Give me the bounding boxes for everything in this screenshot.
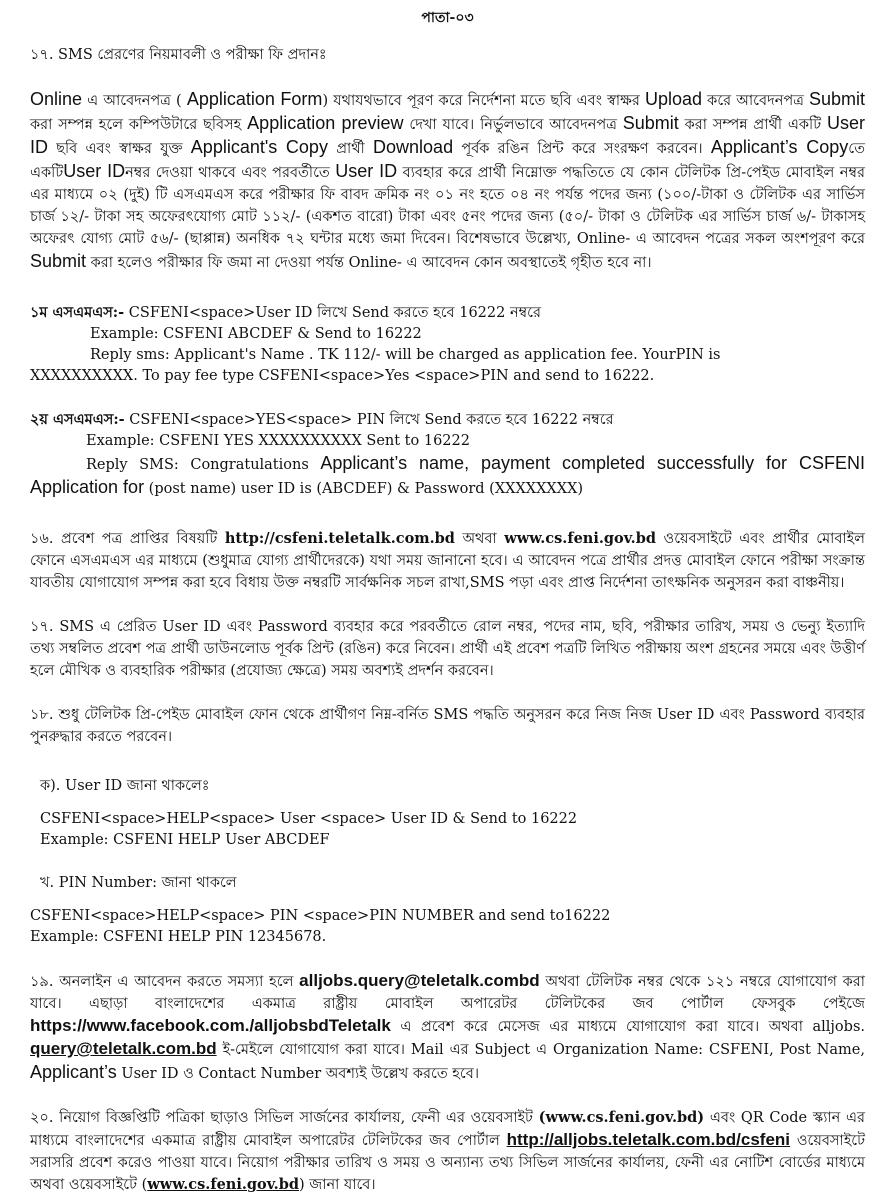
section-18-paragraph: ১৮. শুধু টেলিটক প্রি-পেইড মোবাইল ফোন থেকে প্রার্থীগণ নিম্ন-বর্নিত SMS পদ্ধতি অনুসরন করে নিজ নিজ User ID এবং Password ব্যবহার পুনরুদ্ধার করতে পরবেন।	[30, 707, 865, 745]
page-number: পাতা-০৩	[421, 10, 474, 26]
ka-heading: ক). User ID জানা থাকলেঃ	[40, 778, 210, 794]
sms1-example: Example: CSFENI ABCDEF & Send to 16222	[90, 326, 422, 342]
ka-line2: Example: CSFENI HELP User ABCDEF	[40, 832, 330, 848]
link-alljobs-csfeni[interactable]: http://alljobs.teletalk.com.bd/csfeni	[506, 1130, 791, 1149]
sms1-reply-line2: XXXXXXXXXX. To pay fee type CSFENI<space>Yes <space>PIN and send to 16222.	[30, 368, 655, 384]
kha-line1: CSFENI<space>HELP<space> PIN <space>PIN NUMBER and send to16222	[30, 908, 611, 924]
link-cs-feni-gov-3[interactable]: www.cs.feni.gov.bd	[147, 1176, 300, 1193]
link-csfeni-teletalk[interactable]: http://csfeni.teletalk.com.bd	[224, 530, 455, 547]
sms1-reply-line1: Reply sms: Applicant's Name . TK 112/- will be charged as application fee. YourPIN is	[90, 347, 721, 363]
sms2-reply: Reply SMS: Congratulations Applicant’s name, payment completed successfully for CSFENI Application for (post name) user ID is (ABCDEF) & Password (XXXXXXXX)	[30, 453, 865, 497]
sms2-example: Example: CSFENI YES XXXXXXXXXX Sent to 16222	[86, 433, 470, 449]
email-query-teletalk[interactable]: query@teletalk.com.bd	[30, 1039, 217, 1058]
link-facebook-page[interactable]: https://www.facebook.com./alljobsbdTeletalk	[30, 1016, 391, 1035]
sms2-instruction: ২য় এসএমএস:- CSFENI<space>YES<space> PIN লিখে Send করতে হবে 16222 নম্বরে	[30, 411, 614, 428]
kha-heading: খ. PIN Number: জানা থাকলে	[40, 875, 237, 891]
email-alljobs-query[interactable]: alljobs.query@teletalk.combd	[299, 971, 540, 990]
sms1-instruction: ১ম এসএমএস:- CSFENI<space>User ID লিখে Send করতে হবে 16222 নম্বরে	[30, 304, 541, 321]
section-16-paragraph: ১৬. প্রবেশ পত্র প্রাপ্তির বিষয়টি http://csfeni.teletalk.com.bd অথবা www.cs.feni.gov.bd ওয়েবসাইটে এবং প্রার্থীর মোবাইল ফোনে এসএমএস এর মাধ্যমে (শুধুমাত্র যোগ্য প্রার্থীদেরকে) যথা সময় জানানো হবে। এ আবেদন পত্রে প্রার্থীর প্রদত্ত মোবাইল ফোনে পরীক্ষা সংক্রান্ত যাবতীয় যোগাযোগ সম্পন্ন করা হবে বিধায় উক্ত নম্বরটি সার্বক্ষনিক সচল রাখা,SMS পড়া এবং প্রাপ্ত নির্দেশনা তাৎক্ষনিক অনুসরন করা বাঞ্চনীয়।	[30, 530, 865, 591]
section-19-paragraph: ১৯. অনলাইন এ আবেদন করতে সমস্যা হলে alljobs.query@teletalk.combd অথবা টেলিটক নম্বর থেকে ১২১ নম্বরে যোগাযোগ করা যাবে। এছাড়া বাংলাদেশের একমাত্র রাষ্ট্রীয় মোবাইল অপারেটর টেলিটকের জব পোর্টাল ফেসবুক পেইজে https://www.facebook.com./alljobsbdTeletalk এ প্রবেশ করে মেসেজ এর মাধ্যমে যোগাযোগ করা যাবে। অথবা alljobs. query@teletalk.com.bd ই-মেইলে যোগাযোগ করা যাবে। Mail এর Subject এ Organization Name: CSFENI, Post Name, Applicant’s User ID ও Contact Number অবশ্যই উল্লেখ করতে হবে।	[30, 971, 865, 1082]
link-cs-feni-gov-2[interactable]: (www.cs.feni.gov.bd)	[538, 1109, 705, 1126]
section-17-paragraph: Online এ আবেদনপত্র ( Application Form) যথাযথভাবে পূরণ করে নির্দেশনা মতে ছবি এবং স্বাক্ষর Upload করে আবেদনপত্র Submit করা সম্পন্ন হলে কম্পিউটারে ছবিসহ Application preview দেখা যাবে। নির্ভুলভাবে আবেদনপত্র Submit করা সম্পন্ন প্রার্থী একটি User ID ছবি এবং স্বাক্ষর যুক্ত Applicant's Copy প্রার্থী Download পূর্বক রঙিন প্রিন্ট করে সংরক্ষণ করবেন। Applicant’s Copyতে একটিUser IDনম্বর দেওয়া থাকবে এবং পরবর্তীতে User ID ব্যবহার করে প্রার্থী নিম্নোক্ত পদ্ধতিতে যে কোন টেলিটক প্রি-পেইড মোবাইল নম্বর এর মাধ্যমে ০২ (দুই) টি এসএমএস করে পরীক্ষার ফি বাবদ ক্রমিক নং ০১ নং হতে ০৪ নং পর্যন্ত পদের জন্য (১০০/-টাকা ও টেলিটক এর সার্ভিস চার্জ ১২/- টাকা সহ অফেরৎযোগ্য মোট ১১২/- (একশত বারো) টাকা এবং ৫নং পদের জন্য (৫০/- টাকা ও টেলিটক এর সার্ভিস চার্জ ৬/- টাকাসহ অফেরৎ যোগ্য মোট ৫৬/- (ছাপ্পান্ন) অনধিক ৭২ ঘন্টার মধ্যে জমা দিবেন। বিশেষভাবে উল্লেখ্য, Online- এ আবেদন পত্রের সকল অংশপূরণ করে Submit করা হলেও পরীক্ষার ফি জমা না দেওয়া পর্যন্ত Online- এ আবেদন কোন অবস্থাতেই গৃহীত হবে না।	[30, 89, 866, 271]
section-17-heading: ১৭. SMS প্রেরণের নিয়মাবলী ও পরীক্ষা ফি প্রদানঃ	[30, 47, 327, 63]
link-cs-feni-gov[interactable]: www.cs.feni.gov.bd	[504, 530, 656, 547]
ka-line1: CSFENI<space>HELP<space> User <space> User ID & Send to 16222	[40, 811, 578, 827]
section-20-paragraph: ২০. নিয়োগ বিজ্ঞপ্তিটি পত্রিকা ছাড়াও সিভিল সার্জনের কার্যালয়, ফেনী এর ওয়েবসাইট (www.cs.feni.gov.bd) এবং QR Code স্ক্যান এর মাধ্যমে বাংলাদেশের একমাত্র রাষ্ট্রীয় মোবাইল অপারেটর টেলিটকের জব পোর্টাল http://alljobs.teletalk.com.bd/csfeni ওয়েবসাইটে সরাসরি প্রবেশ করেও পাওয়া যাবে। নিয়োগ পরীক্ষার তারিখ ও সময় ও অন্যান্য তথ্য সিভিল সার্জনের কার্যালয়, ফেনী এর নোটিশ বোর্ডের মাধ্যমে অথবা ওয়েবসাইটে (www.cs.feni.gov.bd) জানা যাবে।	[30, 1109, 865, 1193]
section-17b-paragraph: ১৭. SMS এ প্রেরিত User ID এবং Password ব্যবহার করে পরবর্তীতে রোল নম্বর, পদের নাম, ছবি, পরীক্ষার তারিখ, সময় ও ভেন্যু ইত্যাদি তথ্য সম্বলিত প্রবেশ পত্র প্রার্থী ডাউনলোড পূর্বক প্রিন্ট (রঙিন) করে নিবেন। প্রার্থী এই প্রবেশ পত্রটি লিখিত পরীক্ষায় অংশ গ্রহনের সময়ে এবং উত্তীর্ণ হলে মৌখিক ও ব্যবহারিক পরীক্ষার (প্রযোজ্য ক্ষেত্রে) সময় অবশ্যই প্রদর্শন করবেন।	[30, 619, 865, 679]
kha-line2: Example: CSFENI HELP PIN 12345678.	[30, 929, 327, 945]
